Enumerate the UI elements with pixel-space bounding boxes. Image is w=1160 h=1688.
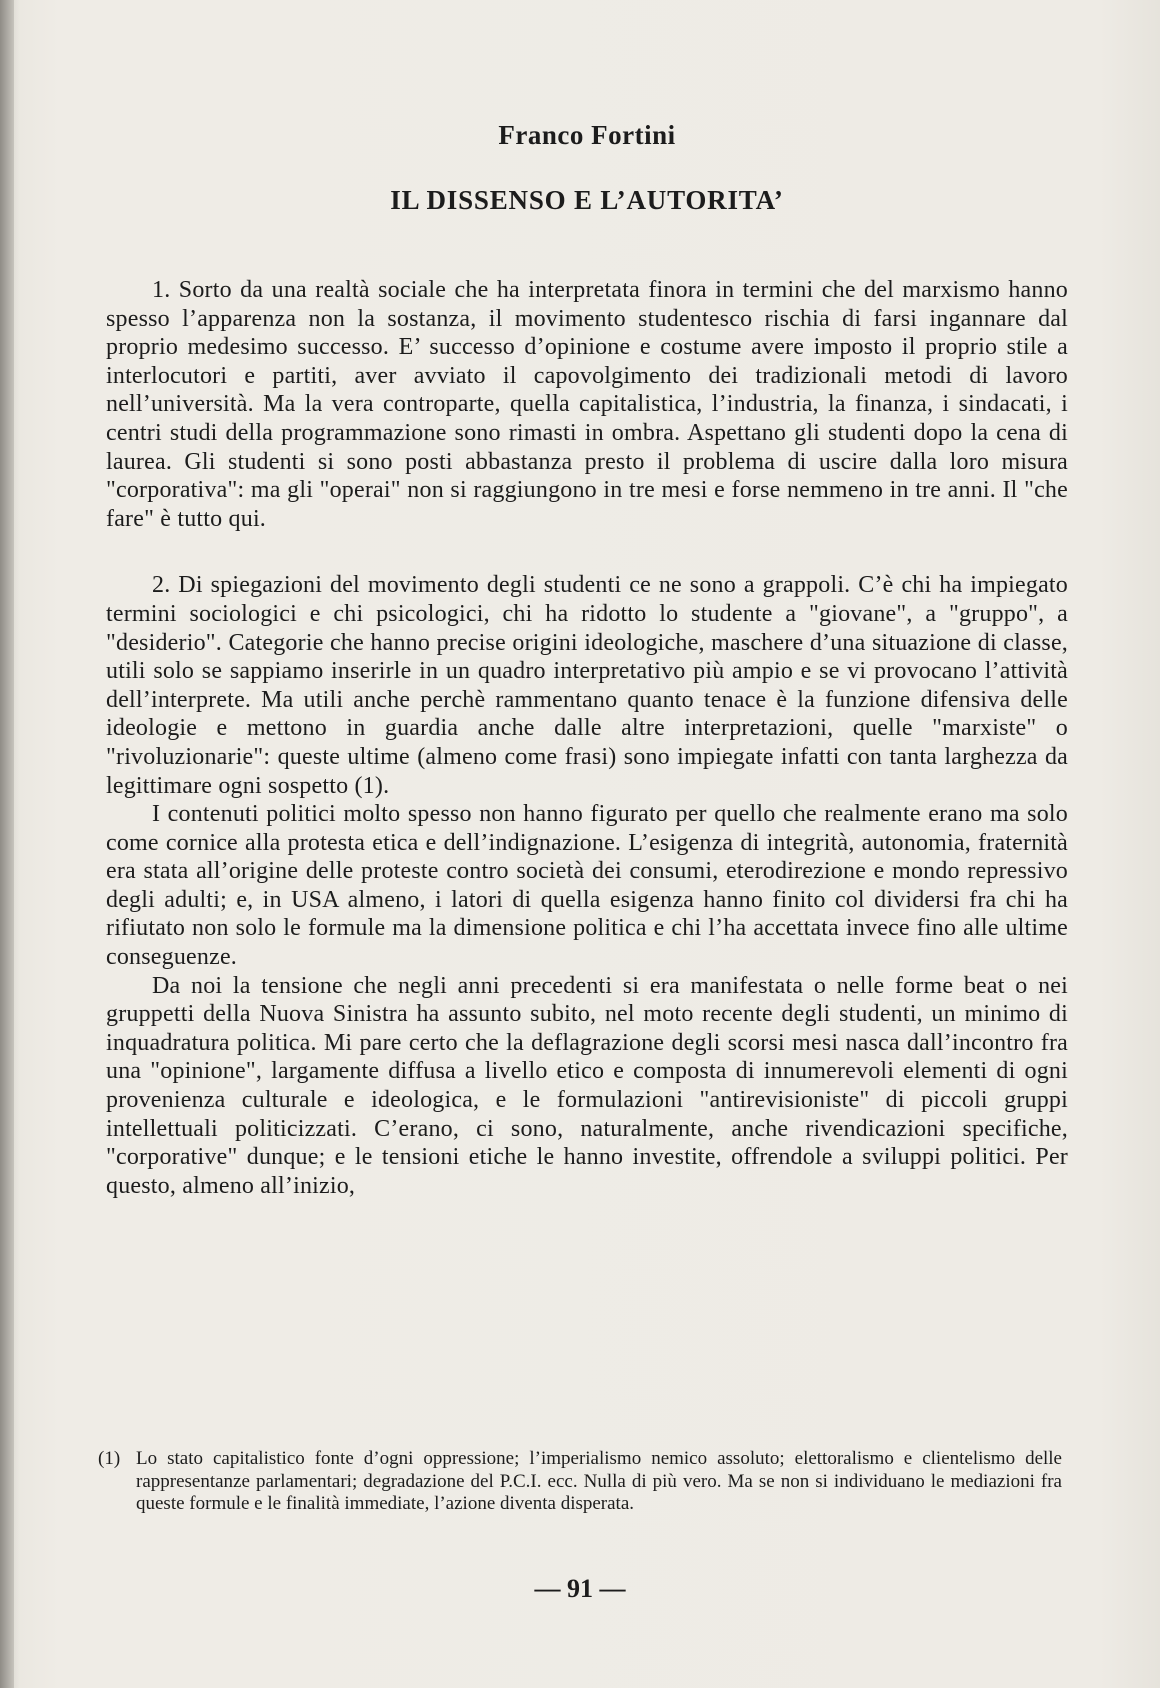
footnote [98, 1448, 1068, 1516]
section-2-paragraph-2: I contenuti politici molto spesso non hanno figurato per quello che realmente erano ma solo come cornice alla protesta etica e dell’indignazione. L’esigenza di integrità, autonomia, fraternità era stata all’origine delle proteste contro società dei consumi, eterodirezione e mondo repressivo degli adulti; e, in USA almeno, i latori di quella esigenza hanno finito col dividersi fra chi ha rifiutato non solo le formule ma la dimensione politica e chi l’ha accettata invece fino alle ultime conseguenze. [106, 801, 1068, 971]
section-1-paragraph: 1. Sorto da una realtà sociale che ha interpretata finora in termini che del marxismo hanno spesso l’apparenza non la sostanza, il movimento studentesco rischia di farsi ingannare dal proprio medesimo successo. E’ successo d’opinione e costume avere imposto il proprio stile a interlocutori e partiti, aver avviato il capovolgimento dei tradizionali metodi di lavoro nell’università. Ma la vera controparte, quella capitalistica, l’industria, la finanza, i sindacati, i centri studi della programmazione sono rimasti in ombra. Aspettano gli studenti dopo la cena di laurea. Gli studenti si sono posti abbastanza presto il problema di uscire dalla loro misura "corporativa": ma gli "operai" non si raggiungono in tre mesi e forse nemmeno in tre anni. Il "che fare" è tutto qui. [106, 277, 1068, 532]
footnote-marker: (1) [98, 1448, 121, 1469]
section-2-paragraph-1: 2. Di spiegazioni del movimento degli studenti ce ne sono a grappoli. C’è chi ha impiegato termini sociologici e chi psicologici, chi ha ridotto lo studente a "giovane", a "gruppo", a "desiderio". Categorie che hanno precise origini ideologiche, maschere d’una situazione di classe, utili solo se sappiamo inserirle in un quadro interpretativo più ampio e se vi provocano l’attività dell’interprete. Ma utili anche perchè rammentano quanto tenace è la funzione difensiva delle ideologie e mettono in guardia anche dalle altre interpretazioni, quelle "marxiste" o "rivoluzionarie": queste ultime (almeno come frasi) sono impiegate infatti con tanta larghezza da legittimare ogni sospetto (1). [106, 572, 1068, 799]
binding-shadow [0, 0, 14, 1688]
article-content [106, 120, 1068, 1200]
article-body [106, 276, 1068, 1200]
author-name: Franco Fortini [498, 120, 676, 150]
section-2-paragraph-3: Da noi la tensione che negli anni precedenti si era manifestata o nelle forme beat o nei gruppetti della Nuova Sinistra ha assunto subito, nel moto recente degli studenti, un minimo di inquadratura politica. Mi pare certo che la deflagrazione degli scorsi mesi nasca dall’incontro fra una "opinione", largamente diffusa a livello etico e composta di innumerevoli elementi di ogni provenienza culturale e ideologica, e le formulazioni "antirevisioniste" di piccoli gruppi intellettuali politicizzati. C’erano, ci sono, naturalmente, anche rivendicazioni specifiche, "corporative" dunque; e le tensioni etiche le hanno investite, offrendole a sviluppi politici. Per questo, almeno all’inizio, [106, 972, 1068, 1199]
section-divider [106, 533, 1068, 571]
footnote-text: Lo stato capitalistico fonte d’ogni oppressione; l’imperialismo nemico assoluto; elettoralismo e clientelismo delle rappresentanze parlamentari; degradazione del P.C.I. ecc. Nulla di più vero. Ma se non si individuano le mediazioni fra queste formule e le finalità immediate, l’azione diventa disperata. [136, 1448, 1062, 1514]
article-title: IL DISSENSO E L’AUTORITA’ [390, 185, 784, 215]
page-number: — 91 — [534, 1574, 626, 1603]
